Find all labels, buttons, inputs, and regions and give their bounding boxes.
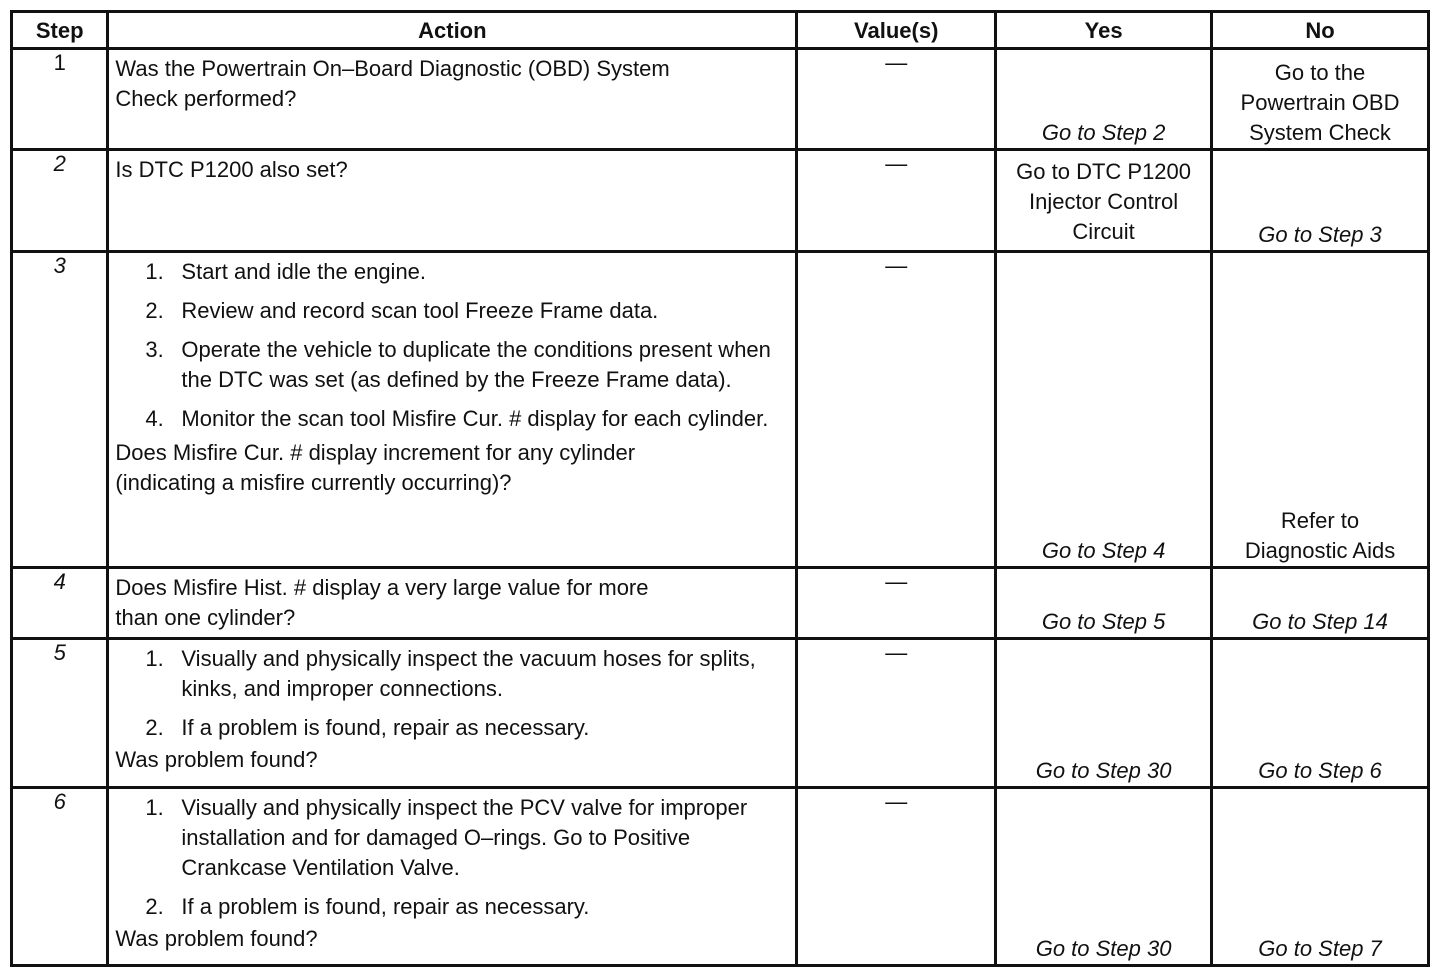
value-cell: — xyxy=(797,568,996,639)
yes-text: Go to Step 30 xyxy=(1035,936,1172,961)
yes-cell xyxy=(996,49,1212,150)
list-item xyxy=(115,335,789,395)
action-text: Was problem found? xyxy=(115,926,318,951)
step-number: 3 xyxy=(12,252,108,568)
no-cell xyxy=(1212,252,1429,568)
table-row xyxy=(12,788,1429,966)
yes-text: Go to Step 30 xyxy=(1035,758,1172,783)
action-cell xyxy=(108,568,797,639)
action-steps xyxy=(115,793,789,922)
no-text: Refer to xyxy=(1280,508,1360,533)
header-no: No xyxy=(1212,12,1429,49)
action-text: Does Misfire Cur. # display increment for any cylinder xyxy=(115,440,636,465)
action-steps xyxy=(115,644,789,743)
action-text: Was problem found? xyxy=(115,747,318,772)
table-row xyxy=(12,639,1429,788)
step-number: 5 xyxy=(12,639,108,788)
item-text: If a problem is found, repair as necessary. xyxy=(181,894,590,919)
yes-cell xyxy=(996,252,1212,568)
no-cell xyxy=(1212,49,1429,150)
no-text: Go to Step 14 xyxy=(1252,609,1388,634)
action-text: Is DTC P1200 also set? xyxy=(115,157,348,182)
action-cell xyxy=(108,150,797,252)
action-cell xyxy=(108,252,797,568)
action-steps xyxy=(115,257,789,434)
yes-text: Go to DTC P1200 xyxy=(1016,159,1192,184)
item-number: 3. xyxy=(145,337,164,362)
no-cell xyxy=(1212,639,1429,788)
item-number: 2. xyxy=(145,715,164,740)
yes-text: Go to Step 4 xyxy=(1041,538,1166,563)
no-cell xyxy=(1212,568,1429,639)
value-cell: — xyxy=(797,150,996,252)
step-number: 6 xyxy=(12,788,108,966)
item-number: 1. xyxy=(145,795,164,820)
item-number: 1. xyxy=(145,259,164,284)
action-cell xyxy=(108,49,797,150)
step-number: 1 xyxy=(12,49,108,150)
item-number: 2. xyxy=(145,894,164,919)
item-number: 2. xyxy=(145,298,164,323)
yes-cell xyxy=(996,568,1212,639)
list-item xyxy=(115,644,789,704)
table-row xyxy=(12,49,1429,150)
header-step: Step xyxy=(12,12,108,49)
action-text: than one cylinder? xyxy=(115,605,296,630)
item-text: Operate the vehicle to duplicate the conditions present when the DTC was set (as defined by the Freeze Frame data). xyxy=(181,337,771,392)
yes-text: Injector Control xyxy=(1029,189,1179,214)
yes-text: Circuit xyxy=(1072,219,1135,244)
value-cell: — xyxy=(797,639,996,788)
no-text: Go to Step 3 xyxy=(1258,222,1382,247)
no-text: Powertrain OBD xyxy=(1240,90,1400,115)
no-cell xyxy=(1212,150,1429,252)
item-number: 1. xyxy=(145,646,164,671)
table-row xyxy=(12,568,1429,639)
action-text: Was the Powertrain On–Board Diagnostic (OBD) System xyxy=(115,56,670,81)
yes-text: Go to Step 2 xyxy=(1041,120,1166,145)
list-item xyxy=(115,793,789,883)
yes-cell xyxy=(996,788,1212,966)
header-row xyxy=(12,12,1429,49)
list-item xyxy=(115,296,789,326)
table-row xyxy=(12,252,1429,568)
item-number: 4. xyxy=(145,406,164,431)
no-text: Go to the xyxy=(1274,60,1366,85)
no-text: Diagnostic Aids xyxy=(1244,538,1396,563)
step-number: 2 xyxy=(12,150,108,252)
list-item xyxy=(115,892,789,922)
action-text: Check performed? xyxy=(115,86,297,111)
no-text: Go to Step 7 xyxy=(1258,936,1382,961)
step-number: 4 xyxy=(12,568,108,639)
action-cell xyxy=(108,639,797,788)
yes-cell xyxy=(996,150,1212,252)
action-text: Does Misfire Hist. # display a very large value for more xyxy=(115,575,649,600)
yes-text: Go to Step 5 xyxy=(1041,609,1166,634)
list-item xyxy=(115,713,789,743)
value-cell: — xyxy=(797,252,996,568)
action-cell xyxy=(108,788,797,966)
no-text: System Check xyxy=(1249,120,1391,145)
item-text: Review and record scan tool Freeze Frame data. xyxy=(181,298,659,323)
yes-cell xyxy=(996,639,1212,788)
item-text: Start and idle the engine. xyxy=(181,259,427,284)
item-text: Visually and physically inspect the PCV valve for improper installation and for damaged O–rings. Go to Positive Crankcase Ventilation Valve. xyxy=(181,795,748,880)
header-values: Value(s) xyxy=(797,12,996,49)
diagnostic-table xyxy=(10,10,1430,967)
item-text: If a problem is found, repair as necessary. xyxy=(181,715,590,740)
value-cell: — xyxy=(797,788,996,966)
no-text: Go to Step 6 xyxy=(1258,758,1382,783)
header-action: Action xyxy=(108,12,797,49)
header-yes: Yes xyxy=(996,12,1212,49)
no-cell xyxy=(1212,788,1429,966)
table-row xyxy=(12,150,1429,252)
action-text: (indicating a misfire currently occurring)? xyxy=(115,470,512,495)
list-item xyxy=(115,257,789,287)
value-cell: — xyxy=(797,49,996,150)
list-item xyxy=(115,404,789,434)
item-text: Monitor the scan tool Misfire Cur. # display for each cylinder. xyxy=(181,406,769,431)
item-text: Visually and physically inspect the vacuum hoses for splits, kinks, and improper connections. xyxy=(181,646,756,701)
